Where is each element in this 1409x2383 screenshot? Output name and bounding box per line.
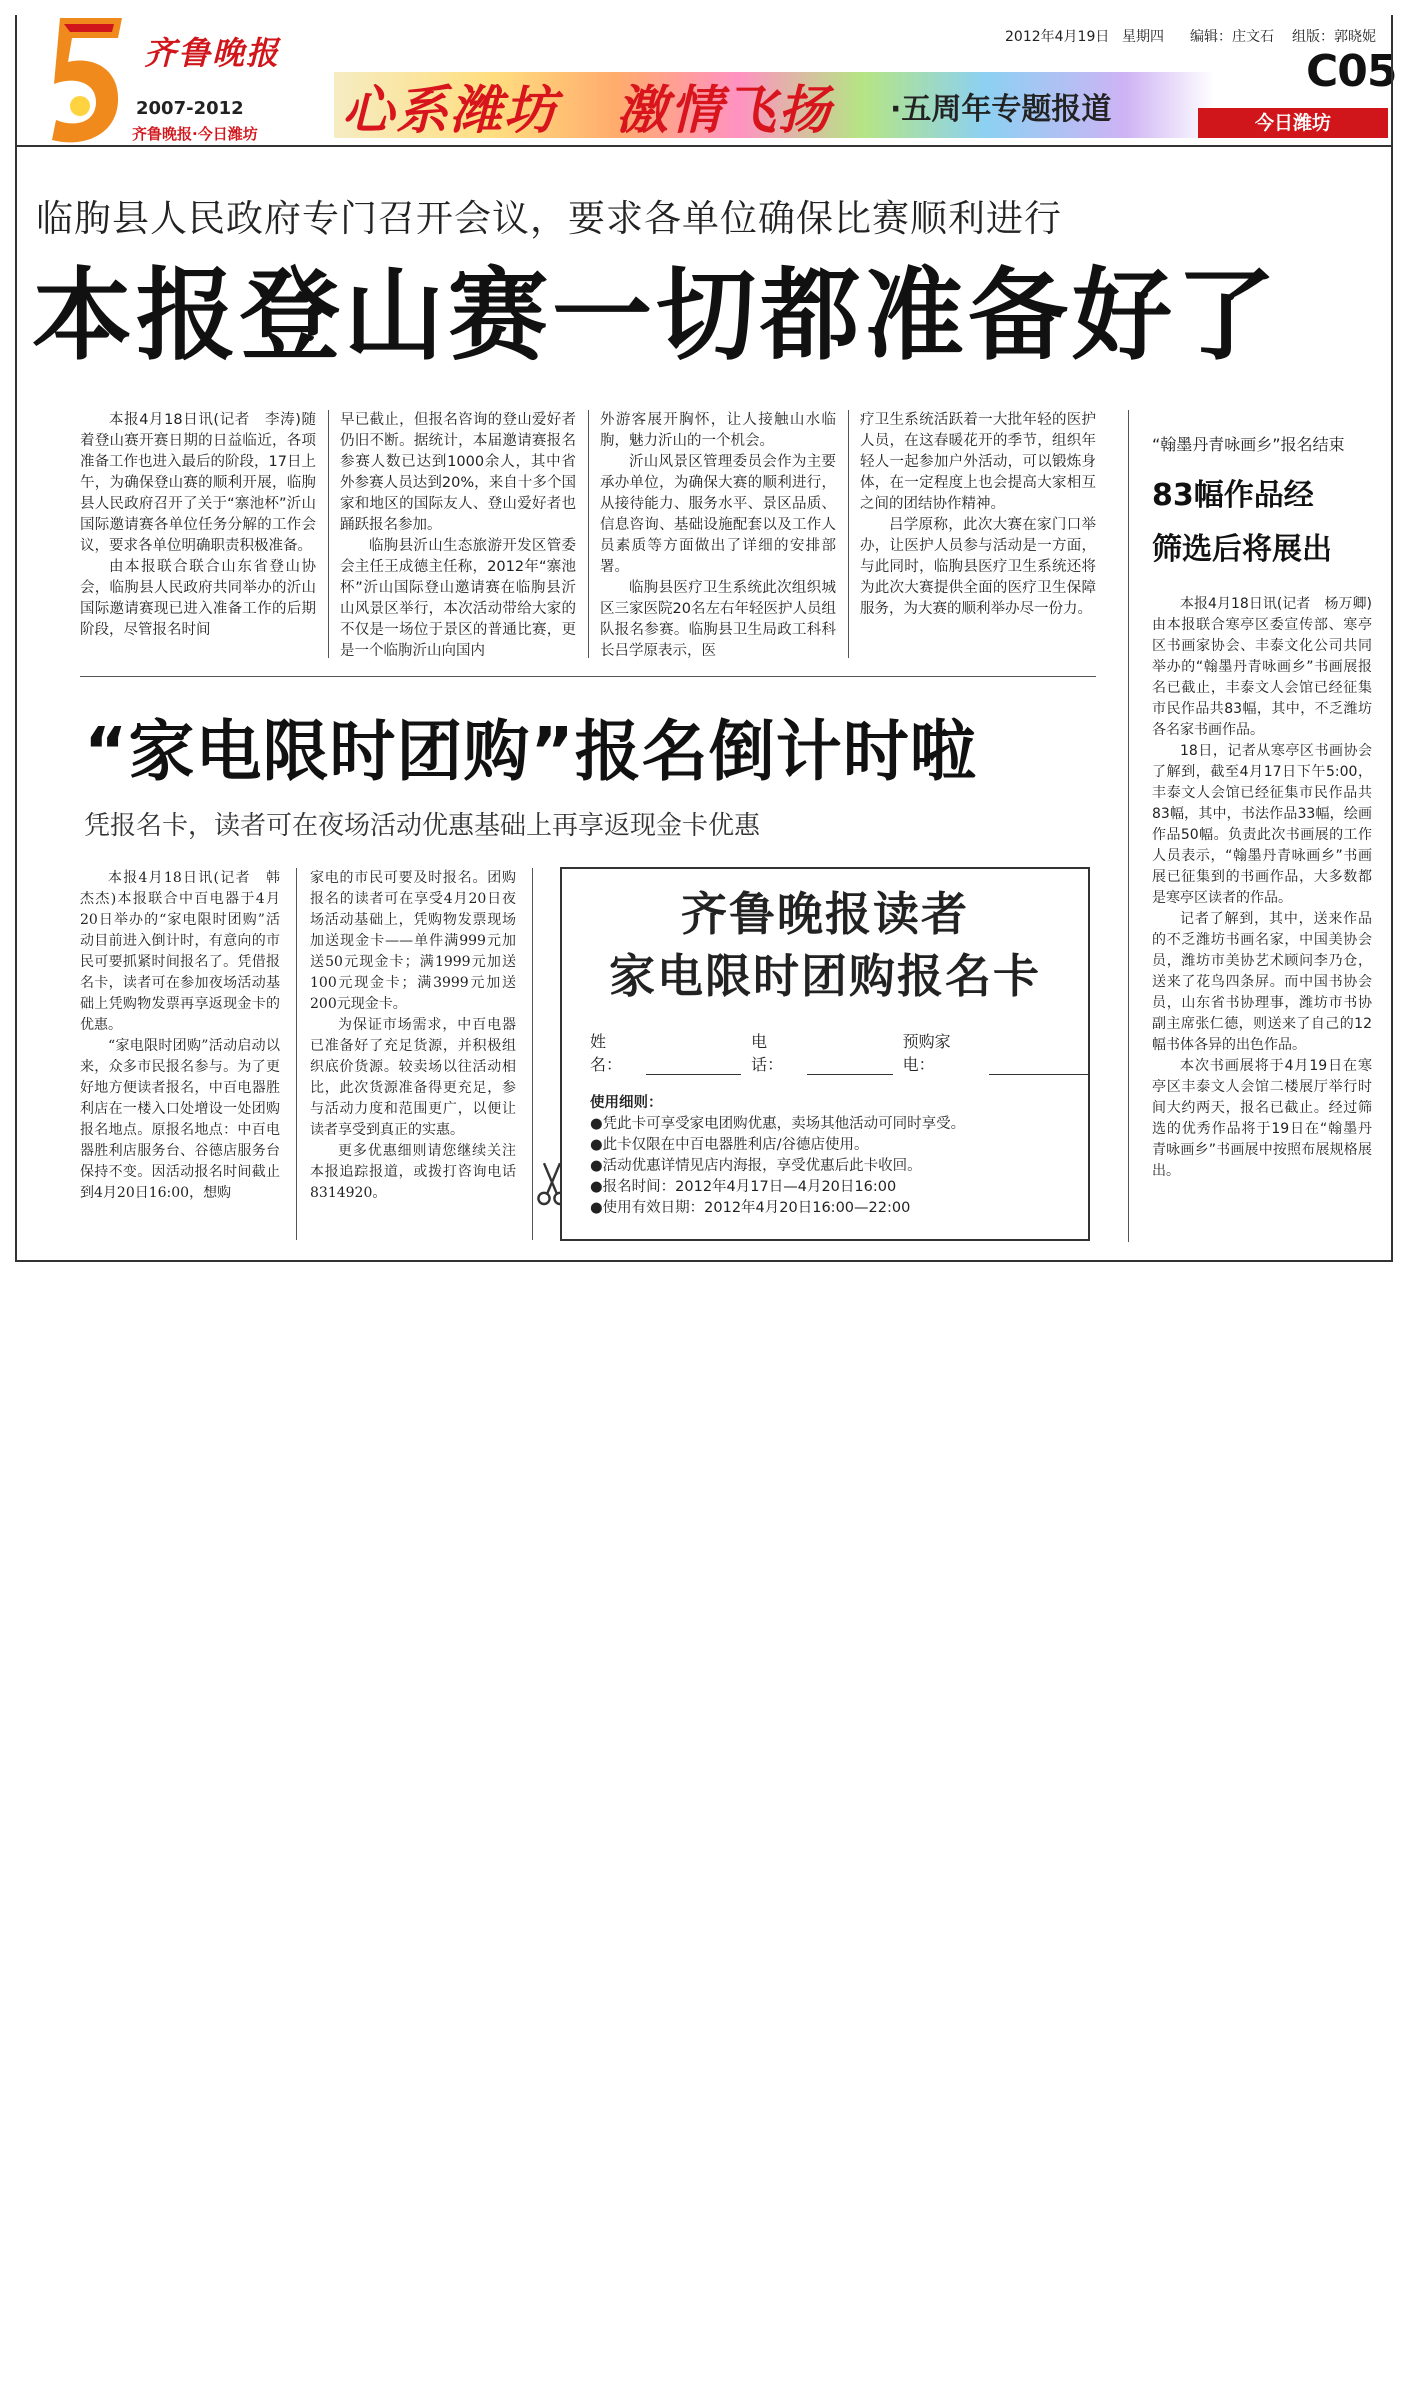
layout-credit: 组版：郭晓妮: [1292, 29, 1376, 45]
special-report-label: ·五周年专题报道: [890, 92, 1112, 127]
appliance-label: 预购家电：: [902, 1032, 951, 1074]
paragraph: 由本报联合联合山东省登山协会，临朐县人民政府共同举办的沂山国际邀请赛现已进入准备工作的后期阶段，尽管报名时间: [80, 559, 316, 638]
rule-item: ●活动优惠详情见店内海报，享受优惠后此卡收回。: [590, 1158, 922, 1174]
paragraph: 临朐县医疗卫生系统此次组织城区三家医院20名左右年轻医护人员组队报名参赛。临朐县卫生局政工科科长吕学原表示，医: [600, 580, 836, 659]
paragraph: “家电限时团购”活动启动以来，众多市民报名参与。为了更好地方便读者报名，中百电器胜利店在一楼入口处增设一处团购报名地点。原报名地点：中百电器胜利店服务台、谷德店服务台保持不变。因活动报名时间截止到4月20日16:00，想购: [80, 1038, 280, 1201]
section-tab: 今日潍坊: [1198, 108, 1388, 138]
card-title-line1: 齐鲁晚报读者: [681, 887, 969, 941]
rule-item: ●此卡仅限在中百电器胜利店/谷德店使用。: [590, 1137, 869, 1153]
slogan-part2: 激情飞扬: [616, 80, 833, 141]
paragraph: 沂山风景区管理委员会作为主要承办单位，为确保大赛的顺利进行，从接待能力、服务水平、景区品质、信息咨询、基础设施配套以及工作人员素质等方面做出了详细的安排部署。: [600, 454, 836, 575]
slogan-part1: 心系潍坊: [342, 80, 559, 141]
paragraph: 更多优惠细则请您继续关注本报追踪报道，或拨打咨询电话8314920。: [310, 1143, 516, 1201]
editor-credit: 编辑：庄文石: [1190, 29, 1274, 45]
article1-kicker: 临朐县人民政府专门召开会议，要求各单位确保比赛顺利进行: [36, 197, 1062, 240]
name-label: 姓名：: [590, 1032, 623, 1074]
paragraph: 本次书画展将于4月19日在寒亭区丰泰文人会馆二楼展厅举行时间大约两天，报名已截止。经过筛选的优秀作品将于19日在“翰墨丹青咏画乡”书画展中按照布展规格展出。: [1152, 1058, 1372, 1179]
paragraph: 为保证市场需求，中百电器已准备好了充足货源，并积极组织底价货源。较卖场以往活动相比，此次货源准备得更充足，参与活动力度和范围更广，以便让读者享受到真正的实惠。: [310, 1017, 516, 1138]
rule-item: ●凭此卡可享受家电团购优惠，卖场其他活动可同时享受。: [590, 1116, 966, 1132]
paragraph: 记者了解到，其中，送来作品的不乏潍坊书画名家，中国美协会员，潍坊市美协艺术顾问李乃仓，送来了花鸟四条屏。而中国书协会员，山东省书协理事，潍坊市书协副主席张仁德，则送来了自己的12幅书体各异的出色作品。: [1152, 911, 1372, 1053]
sidebar-headline-line1: 83幅作品经: [1152, 478, 1314, 513]
paragraph: 早已截止，但报名咨询的登山爱好者仍旧不断。据统计，本届邀请赛报名参赛人数已达到1000余人，其中省外参赛人员达到20%，来自十多个国家和地区的国际友人、登山爱好者也踊跃报名参加。: [340, 412, 576, 533]
sidebar-kicker: “翰墨丹青咏画乡”报名结束: [1152, 435, 1345, 454]
article2-subhead: 凭报名卡，读者可在夜场活动优惠基础上再享返现金卡优惠: [84, 811, 761, 841]
rule-item: ●报名时间：2012年4月17日—4月20日16:00: [590, 1179, 897, 1195]
paragraph: 本报4月18日讯(记者 李涛)随着登山赛开赛日期的日益临近，各项准备工作也进入最后的阶段，17日上午，为确保登山赛的顺利开展，临朐县人民政府召开了关于“寨池杯”沂山国际邀请赛各单位任务分解的工作会议，要求各单位明确职责积极准备。: [80, 412, 316, 554]
paragraph: 本报4月18日讯(记者 韩杰杰)本报联合中百电器于4月20日举办的“家电限时团购”活动目前进入倒计时，有意向的市民可要抓紧时间报名了。凭借报名卡，读者可在参加夜场活动基础上凭购物发票再享返现金卡的优惠。: [80, 870, 280, 1033]
paper-name: 齐鲁晚报: [144, 34, 281, 72]
sub-brand: 齐鲁晚报·今日潍坊: [132, 125, 258, 143]
paragraph: 疗卫生系统活跃着一大批年轻的医护人员，在这春暖花开的季节，组织年轻人一起参加户外活动，可以锻炼身体，在一定程度上也会提高大家相互之间的团结协作精神。: [860, 412, 1096, 512]
article2-headline: “家电限时团购”报名倒计时啦: [84, 713, 977, 790]
page-code: C05: [1306, 46, 1397, 97]
paragraph: 本报4月18日讯(记者 杨万卿)由本报联合寒亭区委宣传部、寒亭区书画家协会、丰泰文化公司共同举办的“翰墨丹青咏画乡”书画展报名已截止，丰泰文人会馆已经征集市民作品共83幅，其中，不乏潍坊各名家书画作品。: [1152, 596, 1372, 738]
rule-item: ●使用有效日期：2012年4月20日16:00—22:00: [590, 1200, 911, 1216]
phone-label: 电话：: [751, 1032, 784, 1074]
paragraph: 家电的市民可要及时报名。团购报名的读者可在享受4月20日夜场活动基础上，凭购物发票现场加送现金卡——单件满999元加送50元现金卡；满1999元加送100元现金卡；满3999元加送200元现金卡。: [310, 870, 516, 1012]
anniversary-years: 2007-2012: [136, 98, 244, 119]
issue-weekday: 星期四: [1122, 29, 1164, 45]
page-frame: [15, 15, 1393, 1262]
sidebar-headline-line2: 筛选后将展出: [1152, 532, 1332, 567]
paragraph: 外游客展开胸怀，让人接触山水临朐，魅力沂山的一个机会。: [600, 412, 836, 449]
card-title-line2: 家电限时团购报名卡: [609, 949, 1041, 1003]
paragraph: 吕学原称，此次大赛在家门口举办，让医护人员参与活动是一方面，与此同时，临朐县医疗卫生系统还将为此次大赛提供全面的医疗卫生保障服务，为大赛的顺利举办尽一份力。: [860, 517, 1096, 617]
paragraph: 18日，记者从寒亭区书画协会了解到，截至4月17日下午5:00，丰泰文人会馆已经征集市民作品共83幅，其中，书法作品33幅，绘画作品50幅。负责此次书画展的工作人员表示，“翰墨丹青咏画乡”书画展已征集到的书画作品，大多数都是寒亭区读者的作品。: [1152, 743, 1372, 906]
article1-headline: 本报登山赛一切都准备好了: [32, 257, 1280, 374]
rules-title: 使用细则：: [590, 1095, 663, 1111]
paragraph: 临朐县沂山生态旅游开发区管委会主任王成德主任称，2012年“寨池杯”沂山国际登山邀请赛在临朐县沂山风景区举行，本次活动带给大家的不仅是一场位于景区的普通比赛，更是一个临朐沂山向国内: [340, 538, 576, 659]
issue-date: 2012年4月19日: [1005, 29, 1110, 45]
